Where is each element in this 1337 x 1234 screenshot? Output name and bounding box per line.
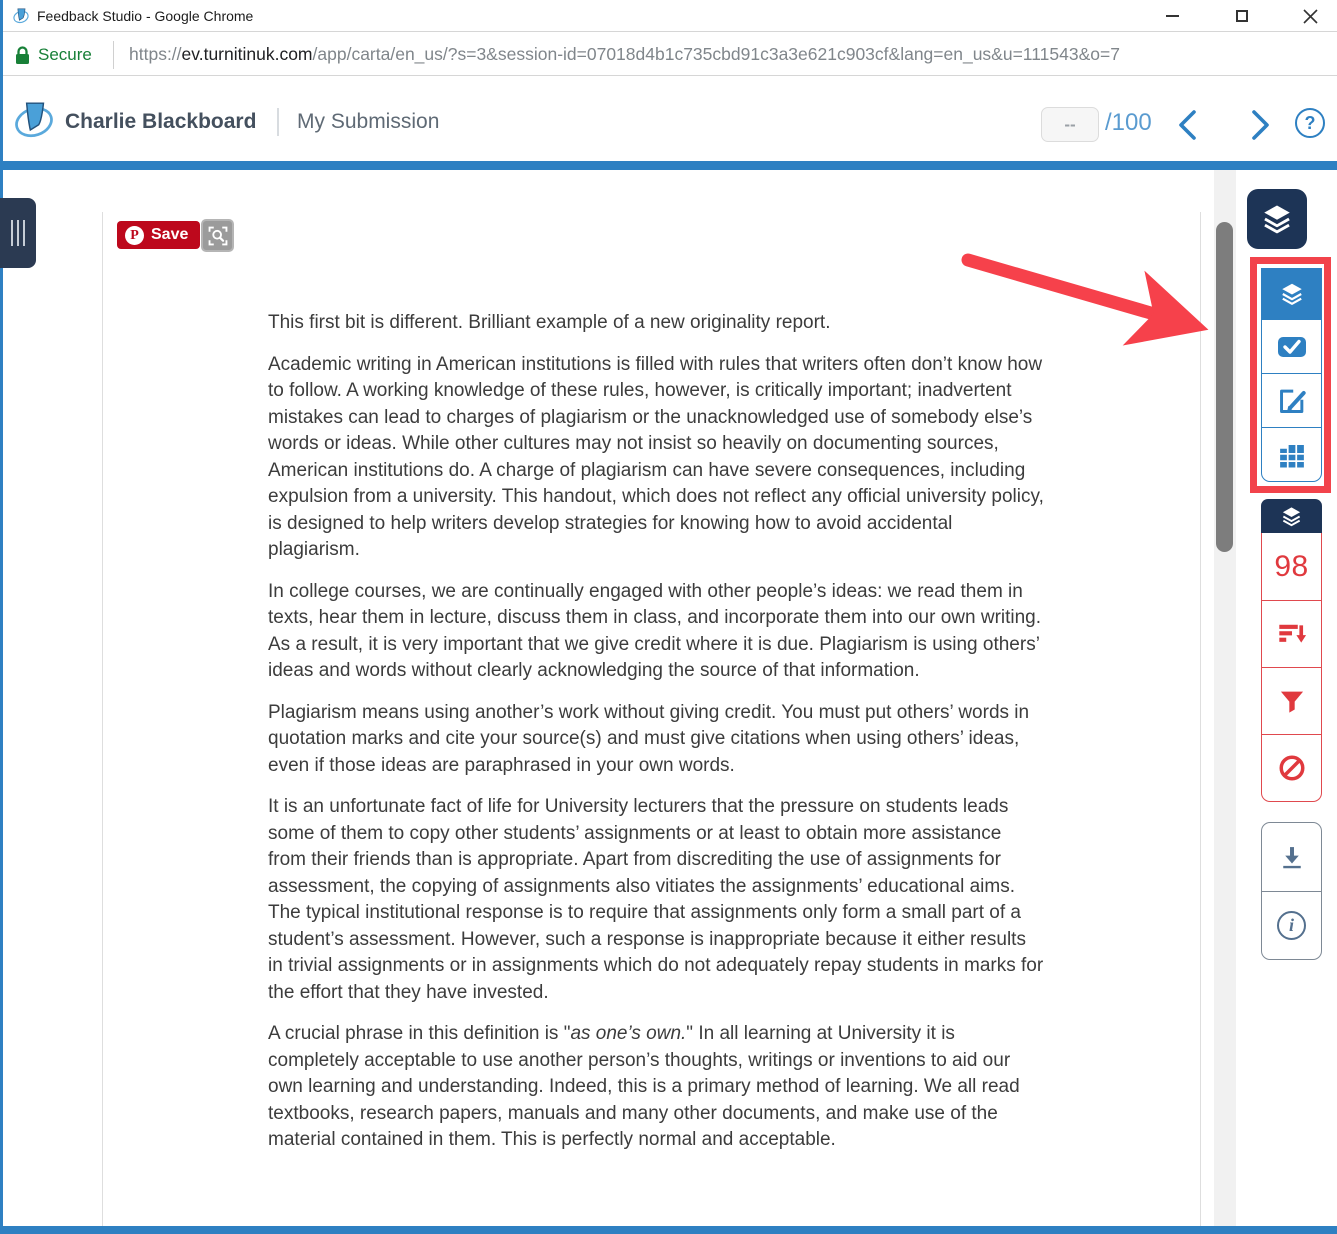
sources-bars-icon xyxy=(1277,620,1307,648)
url-field[interactable] xyxy=(129,44,1120,65)
paragraph: It is an unfortunate fact of life for University lecturers that the pressure on students leads some of them to copy other students’ assignments or at least to obtain more assistance from their friends than is appropriate. Apart from discrediting the use of assignments for assessment, the copying of assignments also vitiates the assignments’ educational aims. The typical institutional response is to require that assignments only form a small part of a student’s assessment. However, such a response is inappropriate because it either results in trivial assignments or in assignments which do not adequately repay students in marks for the effort that they have invested. xyxy=(268,796,1044,1003)
submission-title: My Submission xyxy=(297,110,440,133)
pinterest-icon: P xyxy=(125,226,144,245)
document-viewer xyxy=(3,170,1337,1226)
utility-panel xyxy=(1261,822,1322,960)
sidebar-collapse-handle[interactable] xyxy=(0,198,36,268)
lock-icon xyxy=(15,46,30,65)
similarity-layers-header[interactable] xyxy=(1261,499,1322,533)
paragraph: A crucial phrase in this definition is "as one’s own." In all learning at University it is completely acceptable to use another person’s thoughts, writings or inventions to aid our own learning and understanding. Indeed, this is a primary method of learning. We all read textbooks, research papers, manuals and many other documents, and make use of the material contained in them. This is perfectly normal and acceptable. xyxy=(268,1023,1020,1150)
information-button[interactable] xyxy=(1262,891,1321,959)
filters-button[interactable] xyxy=(1262,667,1321,734)
page-left-edge xyxy=(102,212,103,1226)
window-title: Feedback Studio - Google Chrome xyxy=(37,8,254,24)
chevron-right-icon xyxy=(1247,108,1273,142)
help-button[interactable] xyxy=(1295,108,1325,138)
header-divider xyxy=(277,108,279,136)
magnifier-frame-icon xyxy=(207,225,229,247)
paragraph: This first bit is different. Brilliant example of a new originality report. xyxy=(268,312,831,333)
excluded-sources-button[interactable] xyxy=(1262,734,1321,801)
close-button[interactable] xyxy=(1287,0,1333,32)
pinterest-save-button[interactable] xyxy=(117,221,200,249)
no-symbol-icon xyxy=(1277,753,1307,783)
grade-input[interactable]: -- xyxy=(1041,107,1099,142)
download-icon xyxy=(1278,843,1306,871)
paragraph: In college courses, we are continually engaged with other people’s ideas: we read them in texts, hear them in lecture, discuss them in class, and incorporate them into our own writing. As a result, it is very important that we give credit where it is due. Plagiarism is using others’ ideas and words without clearly acknowledging the source of that information. xyxy=(268,580,1042,681)
feedback-studio-header xyxy=(3,77,1337,161)
url-scheme: https:// xyxy=(129,44,182,64)
turnitin-logo xyxy=(13,98,55,142)
window-titlebar xyxy=(3,0,1337,32)
scrollbar-thumb[interactable] xyxy=(1216,222,1233,552)
layers-icon xyxy=(1260,202,1294,236)
browser-address-bar xyxy=(3,33,1337,76)
minimize-icon xyxy=(1166,15,1179,17)
annotation-highlight-box xyxy=(1250,257,1331,493)
next-paper-button[interactable] xyxy=(1243,106,1277,144)
paragraph: Academic writing in American institutions is filled with rules that writers often don’t know how to follow. A working knowledge of these rules, however, is critically important; inadvertent mistakes can lead to charges of plagiarism or the unacknowledged use of somebody else’s words or ideas. While other cultures may not insist so heavily on documenting sources, American institutions do. A charge of plagiarism can have severe consequences, including expulsion from a university. This handout, which does not reflect any official university policy, is designed to help writers develop strategies for knowing how to avoid accidental plagiarism. xyxy=(268,353,1044,560)
url-path: /app/carta/en_us/?s=3&session-id=07018d4b1c735cbd91c3a3e621c903cf&lang=en_us&u=111543&o=7 xyxy=(312,44,1120,64)
viewer-bottom-bar xyxy=(3,1226,1337,1234)
active-layers-button[interactable] xyxy=(1247,189,1307,249)
student-name: Charlie Blackboard xyxy=(65,110,257,133)
previous-paper-button[interactable] xyxy=(1171,106,1205,144)
help-icon: ? xyxy=(1304,113,1316,133)
maximize-icon xyxy=(1236,10,1248,22)
download-button[interactable] xyxy=(1262,823,1321,891)
scrollbar-track[interactable] xyxy=(1214,170,1236,1226)
chevron-left-icon xyxy=(1175,108,1201,142)
visual-search-button[interactable] xyxy=(201,219,234,252)
minimize-button[interactable] xyxy=(1149,0,1195,32)
page-right-edge xyxy=(1200,212,1201,1226)
info-icon: i xyxy=(1277,911,1306,940)
url-divider xyxy=(113,41,114,69)
grade-total: /100 xyxy=(1105,109,1152,136)
similarity-score: 98 xyxy=(1274,549,1309,583)
turnitin-favicon xyxy=(12,7,30,25)
match-overview-button[interactable] xyxy=(1262,600,1321,667)
similarity-panel xyxy=(1261,533,1322,802)
pinterest-save-label: Save xyxy=(151,226,189,243)
similarity-score-button[interactable] xyxy=(1262,533,1321,600)
secure-chip[interactable] xyxy=(15,42,92,68)
maximize-button[interactable] xyxy=(1219,0,1265,32)
document-text xyxy=(268,310,1044,1169)
secure-label: Secure xyxy=(38,45,92,64)
grip-lines-icon xyxy=(11,220,13,246)
paragraph: Plagiarism means using another’s work without giving credit. You must put others’ words in quotation marks and cite your source(s) and must give citations when using others’ ideas, even if those ideas are paraphrased in your own words. xyxy=(268,701,1030,776)
layers-icon xyxy=(1280,505,1303,528)
header-accent-bar xyxy=(3,161,1337,170)
filter-funnel-icon xyxy=(1278,687,1306,715)
url-host: ev.turnitinuk.com xyxy=(181,44,313,64)
close-icon xyxy=(1303,9,1318,24)
